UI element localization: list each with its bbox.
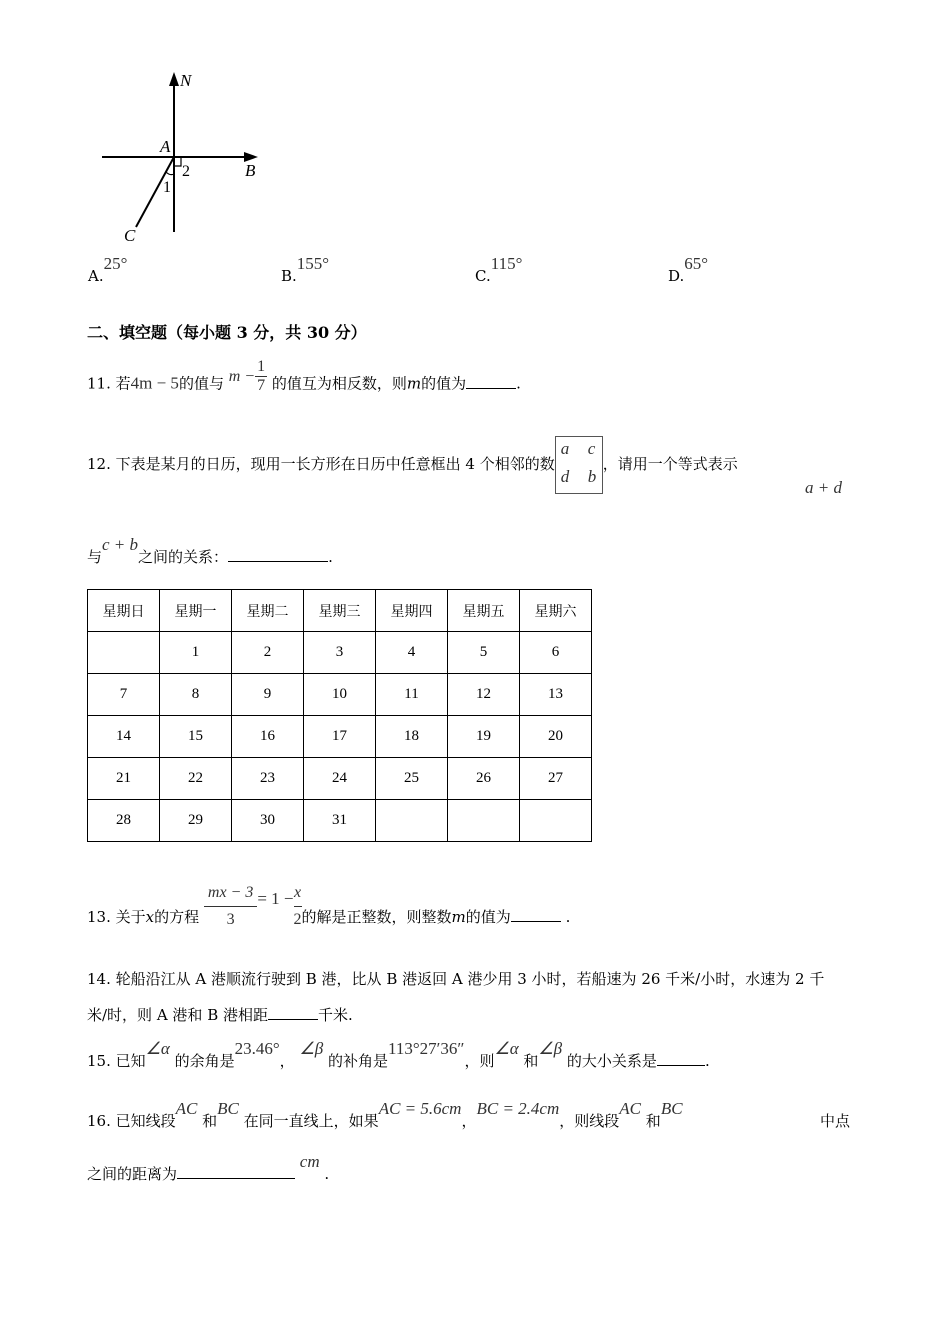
- label-a: A: [160, 137, 171, 156]
- math-var: x: [145, 908, 155, 926]
- option-letter: D.: [668, 267, 685, 285]
- table-cell: [520, 800, 592, 842]
- table-cell: 6: [520, 632, 592, 674]
- table-cell: 9: [232, 674, 304, 716]
- q-text: ，请用一个等式表示: [602, 455, 738, 473]
- table-cell: 2: [232, 632, 304, 674]
- answer-blank[interactable]: [657, 1051, 705, 1066]
- math-expr: cm: [299, 1152, 320, 1171]
- math-expr: m −: [228, 367, 256, 385]
- table-cell: 30: [232, 800, 304, 842]
- label-c: C: [124, 226, 136, 245]
- q-text: 的值互为相反数，则: [271, 374, 407, 393]
- question-13: [87, 880, 570, 933]
- fraction: [204, 880, 257, 933]
- table-cell: 18: [376, 716, 448, 758]
- q-text: .: [565, 908, 571, 926]
- option-c[interactable]: [475, 254, 523, 286]
- label-b: B: [245, 161, 256, 180]
- table-header-cell: 星期四: [376, 590, 448, 632]
- table-row: [88, 632, 592, 674]
- q-text: ，则: [464, 1052, 495, 1070]
- q-text: 的值为: [421, 374, 467, 393]
- matrix-cell: d: [560, 467, 570, 486]
- q-text: 在同一直线上，如果: [243, 1112, 379, 1130]
- calendar-table: [87, 589, 592, 842]
- table-header-row: [88, 590, 592, 632]
- q-text: 16. 已知线段: [87, 1112, 176, 1130]
- frac-num: 1: [257, 358, 266, 375]
- q-text: 11. 若: [87, 374, 131, 393]
- answer-blank[interactable]: [511, 907, 561, 922]
- q-text: 的值与: [178, 374, 224, 393]
- table-cell: 14: [88, 716, 160, 758]
- direction-diagram: [80, 60, 280, 250]
- option-value: 25°: [103, 254, 128, 273]
- table-cell: 16: [232, 716, 304, 758]
- math-expr: ∠β: [299, 1039, 324, 1058]
- q-text: 和: [645, 1112, 661, 1130]
- q-text: 12. 下表是某月的日历，现用一长方形在日历中任意框出 4 个相邻的数: [87, 455, 555, 473]
- table-cell: 12: [448, 674, 520, 716]
- table-cell: 26: [448, 758, 520, 800]
- q-text: ，: [279, 1052, 295, 1070]
- q-text: 的解是正整数，则整数: [301, 908, 452, 926]
- table-cell: 19: [448, 716, 520, 758]
- math-var: m: [451, 908, 466, 926]
- table-cell: 22: [160, 758, 232, 800]
- q-text: 的值为: [465, 908, 511, 926]
- table-cell: 1: [160, 632, 232, 674]
- question-16: [87, 1099, 683, 1131]
- table-header-cell: 星期日: [88, 590, 160, 632]
- table-cell: 21: [88, 758, 160, 800]
- math-expr: BC = 2.4cm: [476, 1099, 560, 1118]
- option-value: 115°: [490, 254, 523, 273]
- option-b[interactable]: [281, 254, 330, 286]
- matrix-box: [555, 436, 603, 494]
- question-14-cont: [87, 1004, 353, 1025]
- table-cell: 31: [304, 800, 376, 842]
- table-row: [88, 716, 592, 758]
- option-letter: A.: [88, 267, 104, 285]
- math-expr: AC: [175, 1099, 198, 1118]
- q-text: ，: [461, 1112, 477, 1130]
- answer-blank[interactable]: [228, 547, 328, 562]
- table-cell: 11: [376, 674, 448, 716]
- q-text: 的余角是: [174, 1052, 235, 1070]
- frac-num: mx − 3: [204, 880, 257, 907]
- frac-den: 7: [257, 377, 266, 394]
- table-cell: 27: [520, 758, 592, 800]
- table-cell: 25: [376, 758, 448, 800]
- q-text: .: [704, 1052, 710, 1070]
- q-text: 中点: [820, 1112, 851, 1130]
- option-letter: B.: [281, 267, 297, 285]
- q-text: 之间的距离为: [87, 1165, 178, 1183]
- math-expr: AC = 5.6cm: [378, 1099, 462, 1118]
- q-text: 与: [87, 548, 103, 566]
- fraction: [294, 880, 302, 933]
- frac-num: x: [294, 880, 302, 907]
- table-cell: 13: [520, 674, 592, 716]
- math-expr: = 1 −: [257, 889, 294, 908]
- table-header-cell: 星期五: [448, 590, 520, 632]
- question-11: [87, 358, 521, 403]
- answer-blank[interactable]: [177, 1164, 295, 1179]
- table-cell: 4: [376, 632, 448, 674]
- frac-den: 2: [293, 911, 302, 928]
- angle-2-label: 2: [182, 163, 190, 180]
- option-value: 65°: [684, 254, 709, 273]
- option-value: 155°: [296, 254, 330, 273]
- table-header-cell: 星期三: [304, 590, 376, 632]
- question-16-cont: [87, 1152, 330, 1184]
- question-12-cont: [87, 535, 333, 567]
- math-expr: 4m − 5: [130, 373, 179, 393]
- table-row: [88, 800, 592, 842]
- fraction: [229, 358, 267, 395]
- matrix-cell: b: [587, 467, 597, 486]
- question-14: 14. 轮船沿江从 A 港顺流行驶到 B 港，比从 B 港返回 A 港少用 3 小时，若船速为 26 千米/小时，水速为 2 千: [87, 970, 825, 988]
- q-text: 15. 已知: [87, 1052, 146, 1070]
- q-text: .: [324, 1165, 330, 1183]
- q-text: 的大小关系是: [566, 1052, 657, 1070]
- math-expr: 113°27′36″: [387, 1039, 465, 1058]
- q-text: .: [328, 548, 333, 566]
- q-text: 的补角是: [327, 1052, 388, 1070]
- table-cell: 28: [88, 800, 160, 842]
- option-a[interactable]: [88, 254, 128, 286]
- table-cell: 3: [304, 632, 376, 674]
- table-cell: 29: [160, 800, 232, 842]
- table-cell: 23: [232, 758, 304, 800]
- table-header-cell: 星期二: [232, 590, 304, 632]
- q-text: 13. 关于: [87, 908, 146, 926]
- matrix-cell: c: [587, 439, 596, 458]
- label-n: N: [180, 71, 192, 90]
- math-expr: BC: [660, 1099, 683, 1118]
- table-cell: 5: [448, 632, 520, 674]
- answer-blank[interactable]: [268, 1005, 318, 1020]
- math-expr: 23.46°: [234, 1039, 280, 1058]
- table-cell: [448, 800, 520, 842]
- angle-1-label: 1: [163, 179, 171, 196]
- option-d[interactable]: [668, 254, 709, 286]
- table-header-cell: 星期六: [520, 590, 592, 632]
- table-cell: 7: [88, 674, 160, 716]
- q-text: .: [516, 374, 521, 393]
- table-cell: 10: [304, 674, 376, 716]
- math-expr: a + d: [805, 478, 842, 497]
- question-15: [87, 1039, 710, 1071]
- frac-den: 3: [226, 911, 235, 928]
- q-text: 和: [523, 1052, 539, 1070]
- q-text: ，则线段: [559, 1112, 620, 1130]
- math-expr: AC: [619, 1099, 642, 1118]
- math-expr: ∠α: [145, 1039, 170, 1058]
- table-cell: 17: [304, 716, 376, 758]
- q-text: 和: [202, 1112, 218, 1130]
- question-12: [87, 436, 738, 494]
- table-cell: 8: [160, 674, 232, 716]
- math-expr: BC: [217, 1099, 239, 1118]
- section-title: 二、填空题（每小题 3 分，共 30 分）: [87, 323, 367, 342]
- table-cell: [376, 800, 448, 842]
- q-text: 之间的关系：: [138, 548, 229, 566]
- math-expr: ∠α: [494, 1039, 519, 1058]
- math-var: m: [406, 374, 422, 393]
- matrix-cell: a: [560, 439, 570, 458]
- q-text: 千米.: [317, 1006, 353, 1024]
- table-row: [88, 674, 592, 716]
- table-cell: 24: [304, 758, 376, 800]
- answer-blank[interactable]: [466, 374, 516, 389]
- math-expr: c + b: [102, 535, 139, 554]
- q-text: 米/时，则 A 港和 B 港相距: [87, 1006, 268, 1024]
- table-row: [88, 758, 592, 800]
- math-expr: ∠β: [538, 1039, 563, 1058]
- table-header-cell: 星期一: [160, 590, 232, 632]
- option-letter: C.: [475, 267, 491, 285]
- table-cell: 15: [160, 716, 232, 758]
- table-cell: 20: [520, 716, 592, 758]
- table-cell: [88, 632, 160, 674]
- q-text: 的方程: [154, 908, 200, 926]
